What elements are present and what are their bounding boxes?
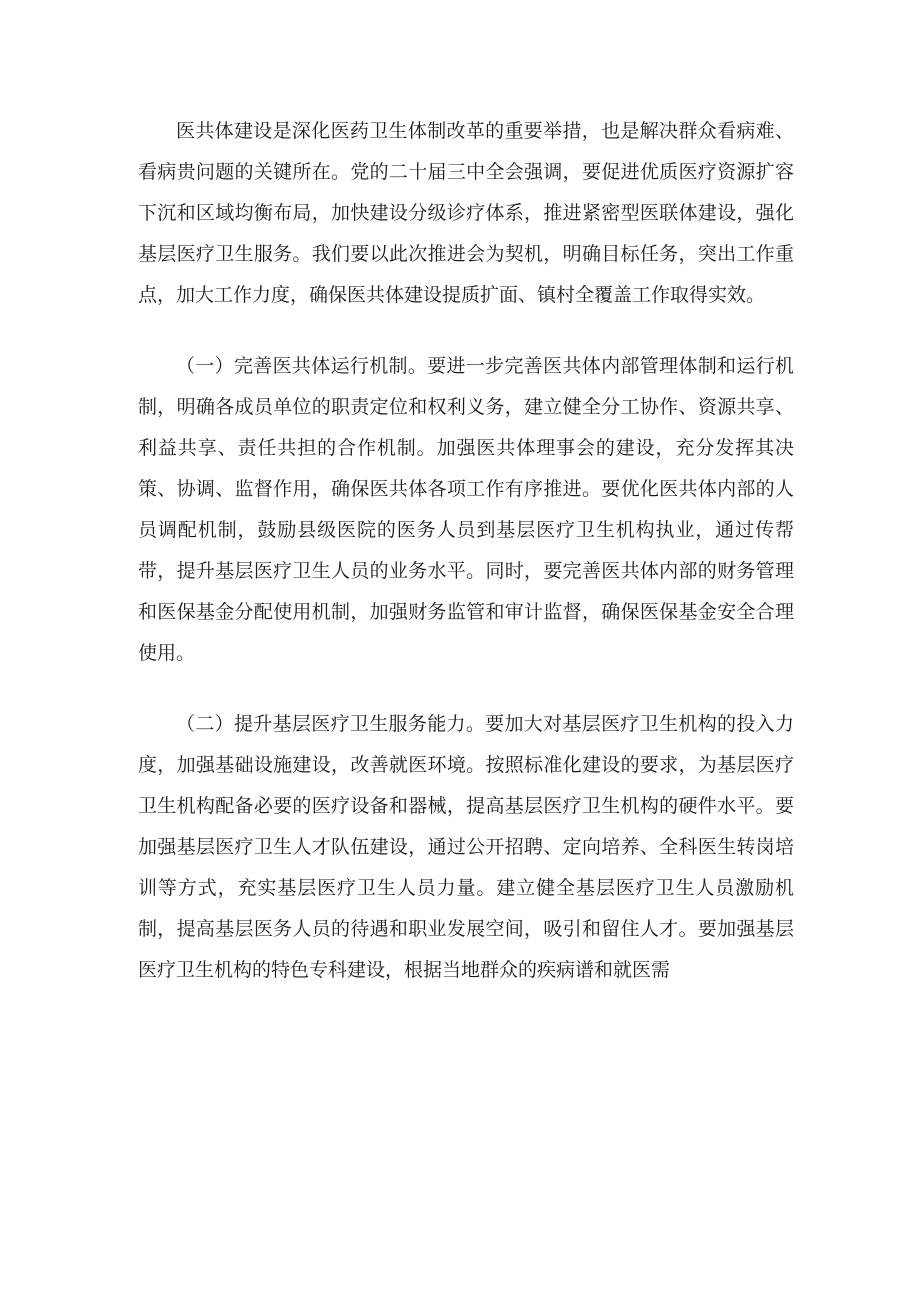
paragraph-section-1: （一）完善医共体运行机制。要进一步完善医共体内部管理体制和运行机制，明确各成员单位的职责定位和权利义务，建立健全分工协作、资源共享、利益共享、责任共担的合作机制。加强医共体理事会的建设，充分发挥其决策、协调、监督作用，确保医共体各项工作有序推进。要优化医共体内部的人员调配机制，鼓励县级医院的医务人员到基层医疗卫生机构执业，通过传帮带，提升基层医疗卫生人员的业务水平。同时，要完善医共体内部的财务管理和医保基金分配使用机制，加强财务监管和审计监督，确保医保基金安全合理使用。 bbox=[138, 355, 794, 664]
paragraph-intro: 医共体建设是深化医药卫生体制改革的重要举措，也是解决群众看病难、看病贵问题的关键所在。党的二十届三中全会强调，要促进优质医疗资源扩容下沉和区域均衡布局，加快建设分级诊疗体系，推进紧密型医联体建设，强化基层医疗卫生服务。我们要以此次推进会为契机，明确目标任务，突出工作重点，加大工作力度，确保医共体建设提质扩面、镇村全覆盖工作取得实效。 bbox=[138, 120, 794, 306]
document-body bbox=[138, 111, 794, 991]
paragraph-section-2: （二）提升基层医疗卫生服务能力。要加大对基层医疗卫生机构的投入力度，加强基础设施建设，改善就医环境。按照标准化建设的要求，为基层医疗卫生机构配备必要的医疗设备和器械，提高基层医疗卫生机构的硬件水平。要加强基层医疗卫生人才队伍建设，通过公开招聘、定向培养、全科医生转岗培训等方式，充实基层医疗卫生人员力量。建立健全基层医疗卫生人员激励机制，提高基层医务人员的待遇和职业发展空间，吸引和留住人才。要加强基层医疗卫生机构的特色专科建设，根据当地群众的疾病谱和就医需 bbox=[138, 713, 794, 981]
